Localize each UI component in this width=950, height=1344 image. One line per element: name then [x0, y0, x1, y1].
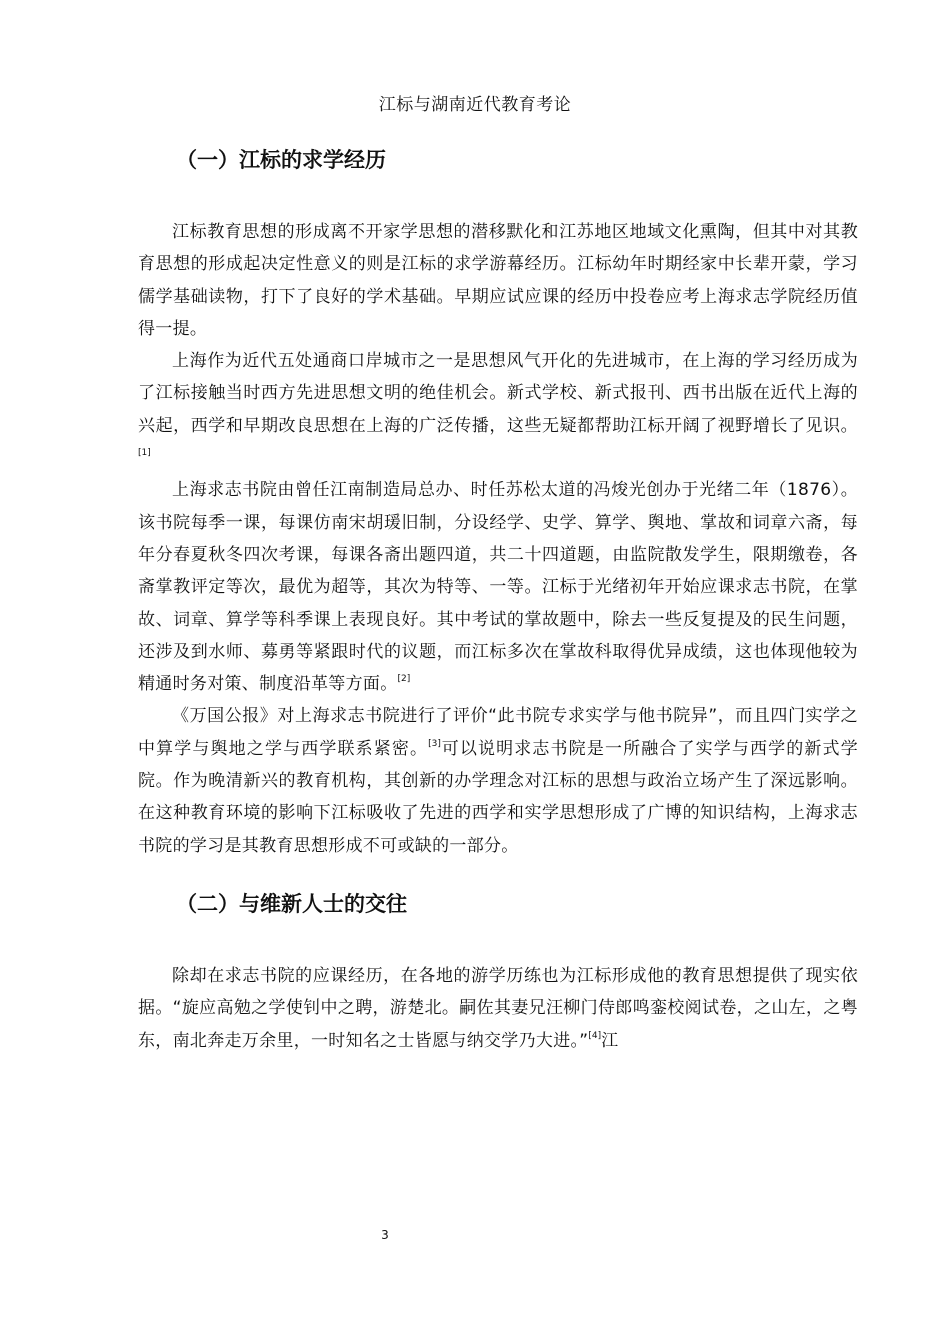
- citation-ref[interactable]: [2]: [397, 674, 411, 685]
- paragraph: [138, 216, 858, 345]
- paragraph: [138, 474, 858, 700]
- citation-ref[interactable]: [3]: [428, 738, 441, 749]
- paragraph: [138, 960, 858, 1057]
- paragraph-text: 《万国公报》对上海求志书院进行了评价“此书院专求实学与他书院异”，而且四门实学之中算学与舆地之学与西学联系紧密。: [138, 706, 858, 759]
- paragraph: [138, 700, 858, 861]
- paragraph-text: 江: [601, 1030, 619, 1051]
- running-header: 江标与湖南近代教育考论: [378, 95, 572, 115]
- paragraph-text: 江标教育思想的形成离不开家学思想的潜移默化和江苏地区地域文化熏陶，但其中对其教育思想的形成起决定性意义的则是江标的求学游幕经历。江标幼年时期经家中长辈开蒙，学习儒学基础读物，打下了良好的学术基础。早期应试应课的经历中投卷应考上海求志学院经历值得一提。: [138, 222, 858, 339]
- paragraph-text: 上海作为近代五处通商口岸城市之一是思想风气开化的先进城市，在上海的学习经历成为了江标接触当时西方先进思想文明的绝佳机会。新式学校、新式报刊、西书出版在近代上海的兴起，西学和早期改良思想在上海的广泛传播，这些无疑都帮助江标开阔了视野增长了见识。: [138, 351, 858, 436]
- section-heading-2: （二）与维新人士的交往: [176, 891, 407, 916]
- paragraph-text: 可以说明求志书院是一所融合了实学与西学的新式学院。作为晚清新兴的教育机构，其创新的办学理念对江标的思想与政治立场产生了深远影响。在这种教育环境的影响下江标吸收了先进的西学和实学思想形成了广博的知识结构，上海求志书院的学习是其教育思想形成不可或缺的一部分。: [138, 738, 858, 856]
- page-body: [138, 140, 858, 1057]
- section-heading-1: （一）江标的求学经历: [176, 148, 386, 172]
- citation-ref[interactable]: [1]: [138, 448, 151, 459]
- spacer: [138, 180, 858, 216]
- spacer: [138, 924, 858, 960]
- paragraph: [138, 345, 858, 474]
- paragraph-text: 除却在求志书院的应课经历，在各地的游学历练也为江标形成他的教育思想提供了现实依据。“旋应高勉之学使钊中之聘，游楚北。嗣佐其妻兄汪柳门侍郎鸣銮校阅试卷，之山左，之粤东，南北奔走万余里，一时知名之士皆愿与纳交学乃大进。”: [138, 965, 858, 1051]
- page-number: 3: [381, 1228, 389, 1242]
- paragraph-text: 上海求志书院由曾任江南制造局总办、时任苏松太道的冯焌光创办于光绪二年（1876）。该书院每季一课，每课仿南宋胡瑗旧制，分设经学、史学、算学、舆地、掌故和词章六斋，每年分春夏秋冬四次考课，每课各斋出题四道，共二十四道题，由监院散发学生，限期缴卷，各斋掌教评定等次，最优为超等，其次为特等、一等。江标于光绪初年开始应课求志书院，在掌故、词章、算学等科季课上表现良好。其中考试的掌故题中，除去一些反复提及的民生问题，还涉及到水师、募勇等紧跟时代的议题，而江标多次在掌故科取得优异成绩，这也体现他较为精通时务对策、制度沿革等方面。: [138, 480, 858, 695]
- citation-ref[interactable]: [4]: [588, 1030, 602, 1041]
